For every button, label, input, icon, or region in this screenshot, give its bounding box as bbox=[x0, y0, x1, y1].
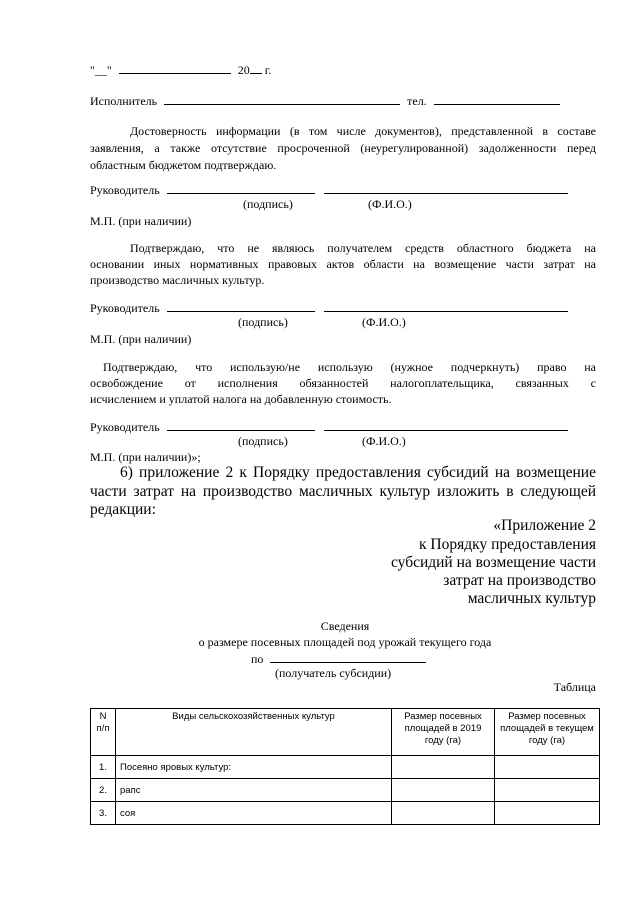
signature-line-3 bbox=[90, 418, 568, 435]
stamp-note: М.П. (при наличии) bbox=[90, 214, 192, 228]
executor-blank bbox=[164, 92, 400, 105]
amendment-line-1: 6) приложение 2 к Порядку предоставления субсидий на возмещение bbox=[120, 464, 596, 481]
row-number: 1. bbox=[91, 756, 116, 779]
non-recipient-line-3: производство масличных культур. bbox=[90, 273, 265, 287]
info-title: Сведения bbox=[320, 619, 370, 633]
vat-line-3: исчислением и уплатой налога на добавленную стоимость. bbox=[90, 392, 392, 406]
signature-blank bbox=[167, 181, 315, 194]
appendix-line-2: к Порядку предоставления bbox=[419, 536, 596, 553]
appendix-line-5: масличных культур bbox=[467, 590, 596, 607]
col-area-current-header: Размер посевных площадей в текущем году (га) bbox=[495, 709, 600, 756]
info-subtitle: о размере посевных площадей под урожай текущего года bbox=[198, 635, 492, 649]
name-caption: (Ф.И.О.) bbox=[362, 434, 406, 448]
signature-caption: (подпись) bbox=[238, 434, 288, 448]
name-blank bbox=[324, 181, 568, 194]
signature-caption: (подпись) bbox=[238, 315, 288, 329]
recipient-blank bbox=[270, 650, 426, 663]
sown-area-table bbox=[90, 708, 600, 825]
date-year-suffix: г. bbox=[264, 63, 272, 77]
recipient-caption: (получатель субсидии) bbox=[275, 666, 392, 680]
row-area-2019 bbox=[392, 779, 495, 802]
table-header-row bbox=[91, 709, 600, 756]
row-crop: соя bbox=[116, 802, 392, 825]
tel-label: тел. bbox=[407, 94, 427, 108]
amendment-line-3: редакции: bbox=[90, 501, 156, 518]
name-blank bbox=[324, 299, 568, 312]
non-recipient-line-2: основании иных нормативных правовых актов области на возмещение части затрат на bbox=[90, 257, 596, 271]
date-year-prefix: 20 bbox=[237, 63, 250, 77]
appendix-line-3: субсидий на возмещение части bbox=[390, 554, 596, 571]
row-area-2019 bbox=[392, 756, 495, 779]
signature-blank bbox=[167, 299, 315, 312]
executor-label: Исполнитель bbox=[90, 94, 158, 108]
head-label: Руководитель bbox=[90, 301, 160, 315]
row-crop: Посеяно яровых культур: bbox=[116, 756, 392, 779]
executor-line bbox=[90, 92, 560, 109]
vat-line-1: Подтверждаю, что использую/не использую (нужное подчеркнуть) право на bbox=[103, 360, 596, 374]
row-area-current bbox=[495, 802, 600, 825]
table-label: Таблица bbox=[553, 680, 596, 694]
appendix-line-1: «Приложение 2 bbox=[493, 517, 596, 534]
head-label: Руководитель bbox=[90, 420, 160, 434]
name-blank bbox=[324, 418, 568, 431]
table-row bbox=[91, 779, 600, 802]
amendment-line-2: части затрат на производство масличных культур изложить в следующей bbox=[90, 483, 596, 500]
row-area-current bbox=[495, 756, 600, 779]
tel-blank bbox=[434, 92, 560, 105]
row-area-current bbox=[495, 779, 600, 802]
name-caption: (Ф.И.О.) bbox=[368, 197, 412, 211]
stamp-note-final: М.П. (при наличии)»; bbox=[90, 450, 201, 464]
col-crop-header: Виды сельскохозяйственных культур bbox=[116, 709, 392, 756]
col-area-2019-header: Размер посевных площадей в 2019 году (га) bbox=[392, 709, 495, 756]
table-row bbox=[91, 756, 600, 779]
signature-line-2 bbox=[90, 299, 568, 316]
col-number-header: N п/п bbox=[91, 709, 116, 756]
vat-line-2: освобождение от исполнения обязанностей налогоплательщика, связанных с bbox=[90, 376, 596, 390]
non-recipient-line-1: Подтверждаю, что не являюсь получателем средств областного бюджета на bbox=[130, 241, 596, 255]
reliability-line-3: областным бюджетом подтверждаю. bbox=[90, 158, 277, 172]
appendix-line-4: затрат на производство bbox=[443, 572, 596, 589]
date-day: "__" bbox=[90, 63, 112, 77]
reliability-line-2: заявления, а также отсутствие просроченной (неурегулированной) задолженности перед bbox=[90, 141, 596, 155]
date-month-blank bbox=[119, 61, 231, 74]
row-number: 2. bbox=[91, 779, 116, 802]
date-line bbox=[90, 61, 271, 78]
table-row bbox=[91, 802, 600, 825]
signature-caption: (подпись) bbox=[243, 197, 293, 211]
date-year-blank bbox=[250, 61, 262, 74]
stamp-note: М.П. (при наличии) bbox=[90, 332, 192, 346]
name-caption: (Ф.И.О.) bbox=[362, 315, 406, 329]
reliability-line-1: Достоверность информации (в том числе документов), представленной в составе bbox=[130, 124, 596, 138]
signature-line-1 bbox=[90, 181, 568, 198]
head-label: Руководитель bbox=[90, 183, 160, 197]
row-crop: рапс bbox=[116, 779, 392, 802]
row-area-2019 bbox=[392, 802, 495, 825]
row-number: 3. bbox=[91, 802, 116, 825]
by-label: по bbox=[251, 652, 264, 666]
signature-blank bbox=[167, 418, 315, 431]
